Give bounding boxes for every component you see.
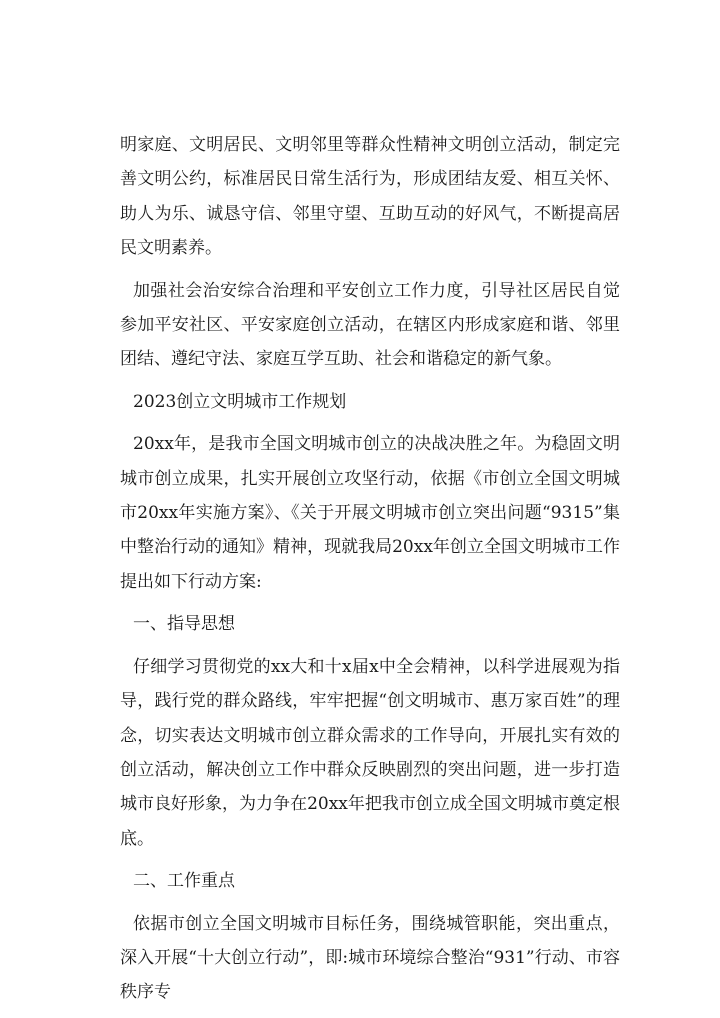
section-heading-guiding-ideology: 一、指导思想 [133, 614, 235, 635]
paragraph-work-focus: 依据市创立全国文明城市目标任务，围绕城管职能，突出重点，深入开展“十大创立行动”，即:城市环境综合整治“931”行动、市容秩序专 [120, 913, 620, 1003]
section-heading-work-focus: 二、工作重点 [133, 871, 235, 892]
document-body [120, 128, 620, 1018]
document-title: 2023创立文明城市工作规划 [133, 391, 347, 412]
paragraph-public-security: 加强社会治安综合治理和平安创立工作力度，引导社区居民自觉参加平安社区、平安家庭创立活动，在辖区内形成家庭和谐、邻里团结、遵纪守法、家庭互学互助、社会和谐稳定的新气象。 [120, 280, 620, 370]
paragraph-intro: 20xx年，是我市全国文明城市创立的决战决胜之年。为稳固文明城市创立成果，扎实开展创立攻坚行动，依据《市创立全国文明城市20xx年实施方案》、《关于开展文明城市创立突出问题“9315”集中整治行动的通知》精神，现就我局20xx年创立全国文明城市工作提出如下行动方案: [120, 434, 620, 592]
paragraph-guiding-ideology: 仔细学习贯彻党的xx大和十x届x中全会精神，以科学进展观为指导，践行党的群众路线，牢牢把握“创文明城市、惠万家百姓”的理念，切实表达文明城市创立群众需求的工作导向，开展扎实有效的创立活动，解决创立工作中群众反映剧烈的突出问题，进一步打造城市良好形象，为力争在20xx年把我市创立成全国文明城市奠定根底。 [120, 656, 620, 849]
paragraph-continuation: 明家庭、文明居民、文明邻里等群众性精神文明创立活动，制定完善文明公约，标准居民日常生活行为，形成团结友爱、相互关怀、助人为乐、诚恳守信、邻里守望、互助互动的好风气，不断提高居民文明素养。 [120, 135, 620, 259]
